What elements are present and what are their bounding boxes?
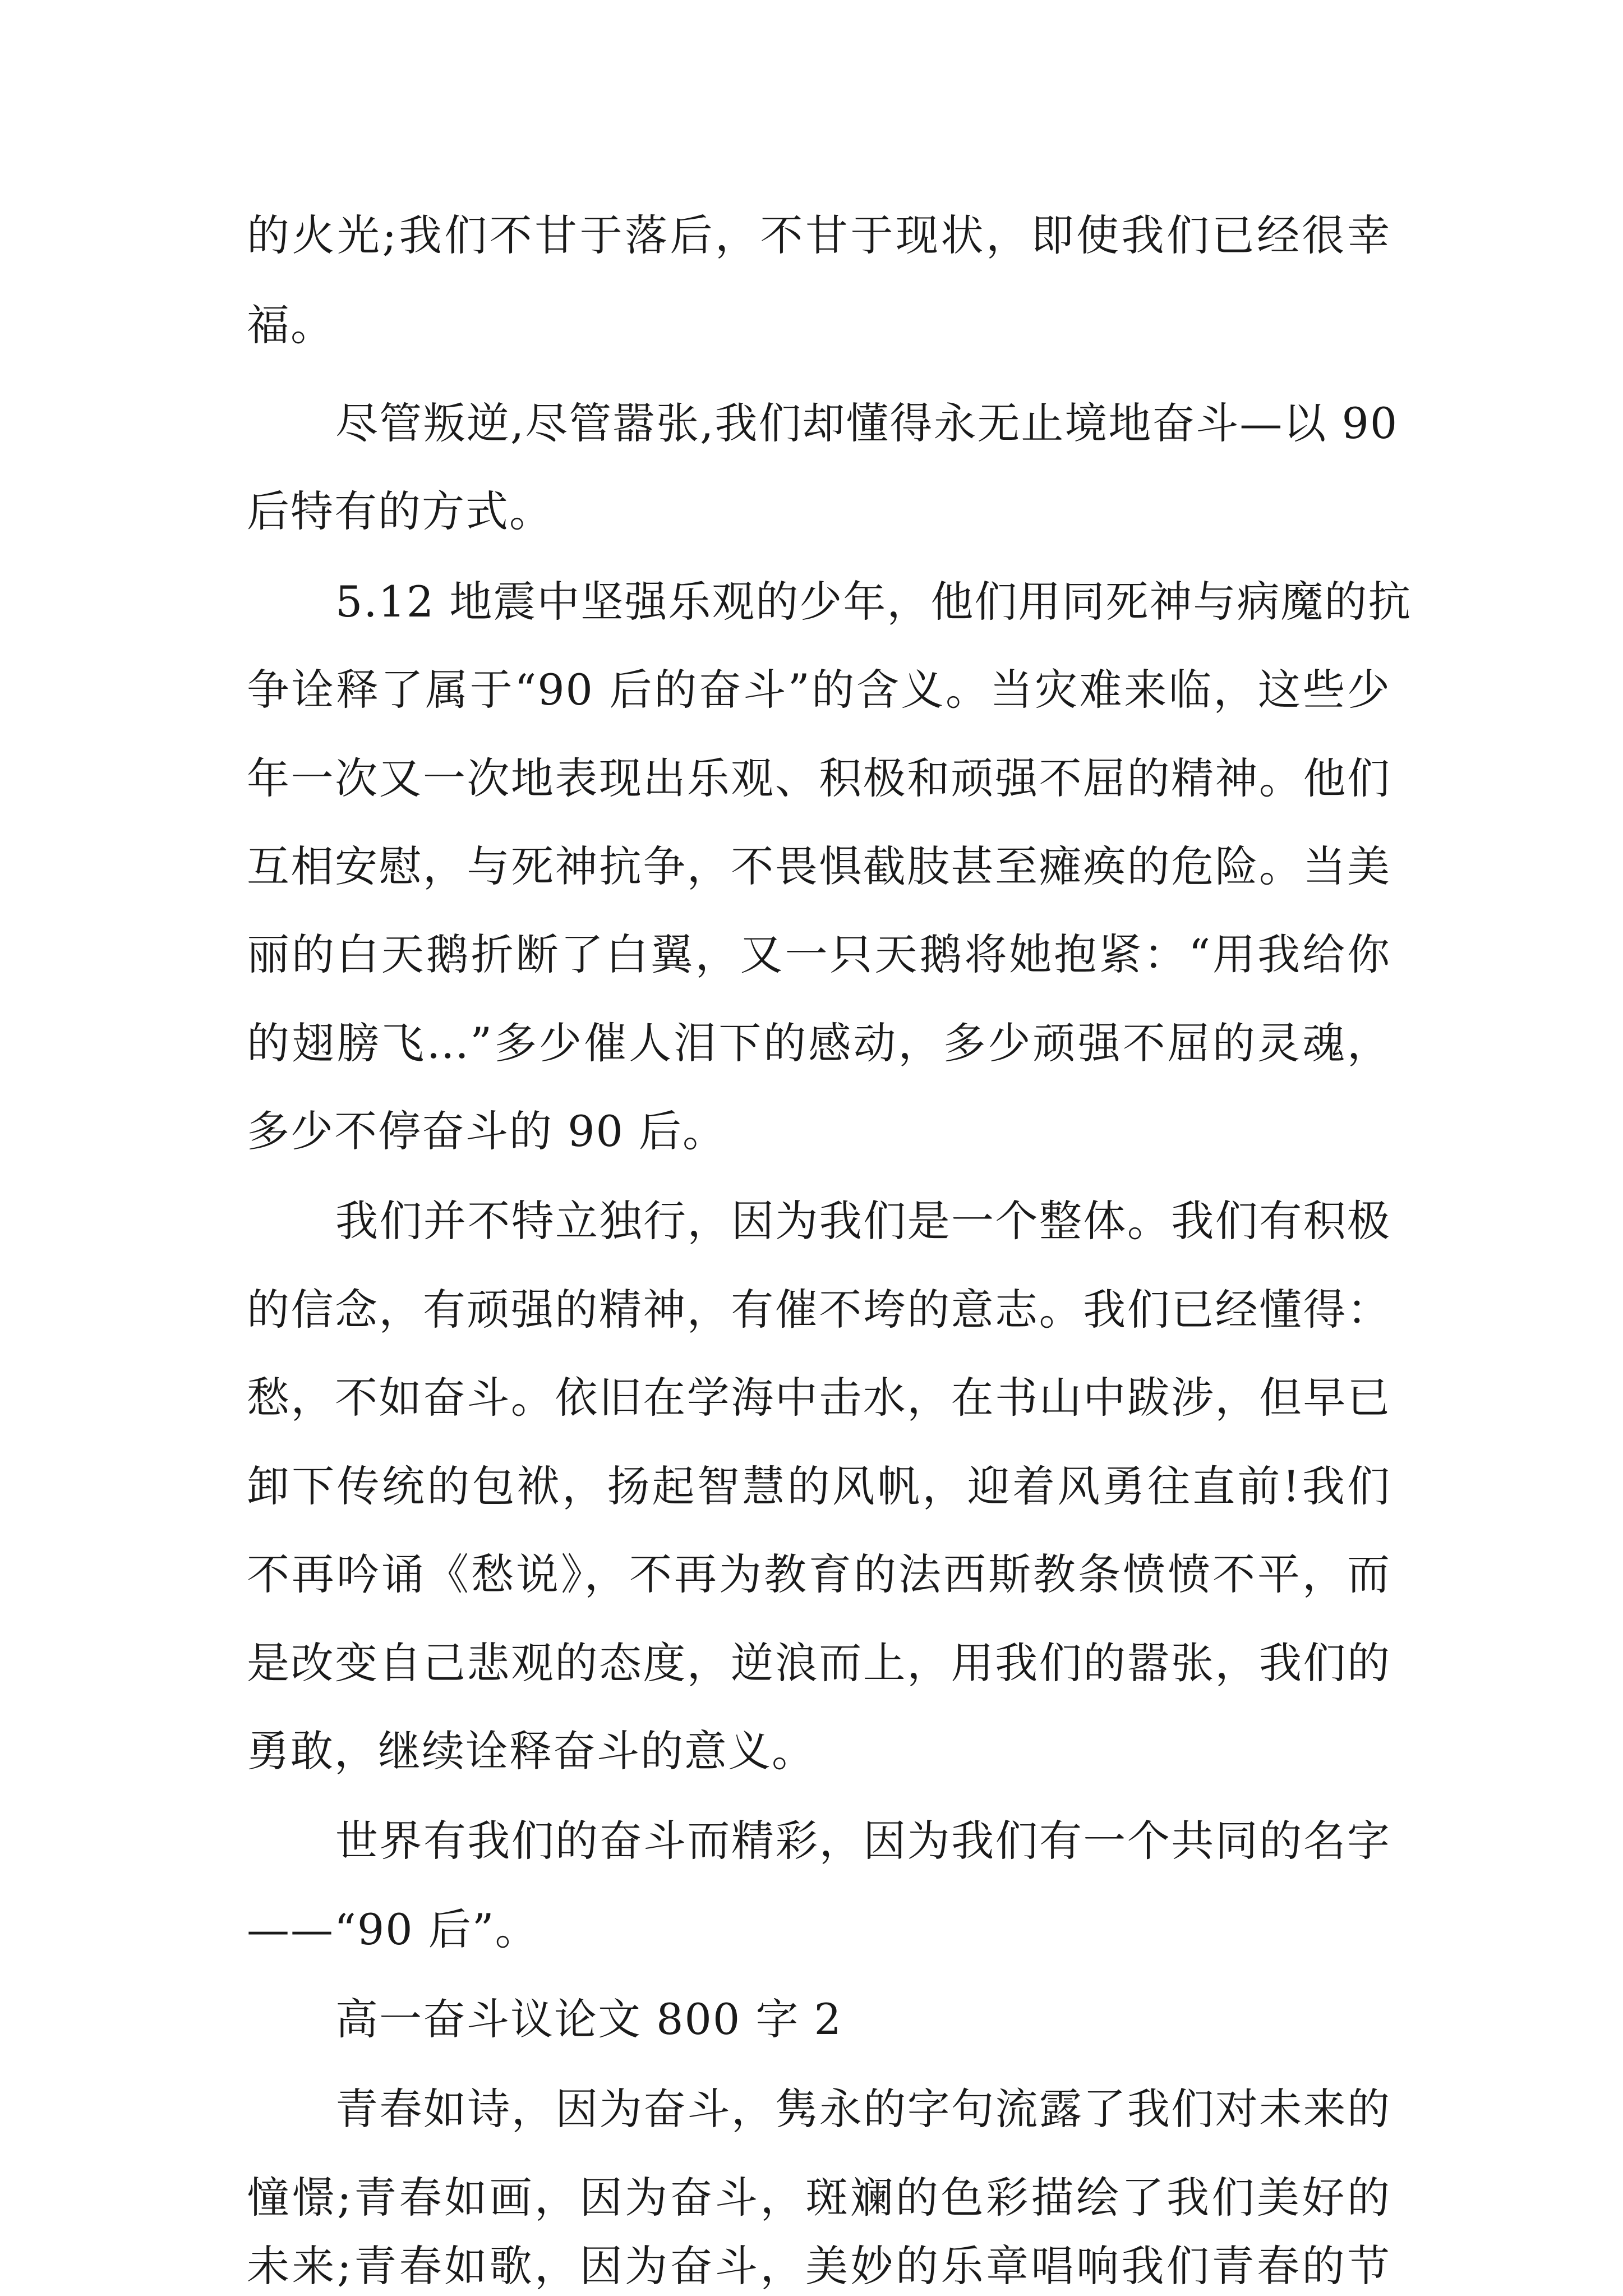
text-line: 争诠释了属于“90 后的奋斗”的含义。当灾难来临，这些少 bbox=[247, 665, 1391, 715]
text-line: 勇敢，继续诠释奋斗的意义。 bbox=[247, 1726, 815, 1776]
text-line: 青春如诗，因为奋斗，隽永的字句流露了我们对未来的 bbox=[335, 2084, 1391, 2134]
section-heading: 高一奋斗议论文 800 字 2 bbox=[335, 1994, 842, 2044]
text-line: 丽的白天鹅折断了白翼，又一只天鹅将她抱紧：“用我给你 bbox=[247, 930, 1391, 979]
text-line: 憧憬;青春如画，因为奋斗，斑斓的色彩描绘了我们美好的 bbox=[247, 2173, 1391, 2223]
text-line: 多少不停奋斗的 90 后。 bbox=[247, 1106, 727, 1156]
text-line: 未来;青春如歌，因为奋斗，美妙的乐章唱响我们青春的节 bbox=[247, 2241, 1391, 2291]
text-line: 的信念，有顽强的精神，有催不垮的意志。我们已经懂得： bbox=[247, 1285, 1391, 1335]
text-line: 是改变自己悲观的态度，逆浪而上，用我们的嚣张，我们的 bbox=[247, 1638, 1391, 1688]
text-line: 5.12 地震中坚强乐观的少年，他们用同死神与病魔的抗 bbox=[335, 577, 1412, 627]
text-line: 的翅膀飞…”多少催人泪下的感动，多少顽强不屈的灵魂， bbox=[247, 1018, 1391, 1068]
text-line: ——“90 后”。 bbox=[247, 1904, 539, 1954]
text-line: 互相安慰，与死神抗争，不畏惧截肢甚至瘫痪的危险。当美 bbox=[247, 841, 1391, 891]
text-line: 我们并不特立独行，因为我们是一个整体。我们有积极 bbox=[335, 1196, 1391, 1246]
text-line: 年一次又一次地表现出乐观、积极和顽强不屈的精神。他们 bbox=[247, 753, 1391, 803]
text-line: 后特有的方式。 bbox=[247, 486, 553, 536]
text-line: 卸下传统的包袱，扬起智慧的风帆，迎着风勇往直前!我们 bbox=[247, 1461, 1391, 1511]
text-line: 愁，不如奋斗。依旧在学海中击水，在书山中跋涉，但早已 bbox=[247, 1373, 1391, 1423]
text-line: 尽管叛逆,尽管嚣张,我们却懂得永无止境地奋斗—以 90 bbox=[335, 398, 1399, 448]
text-line: 不再吟诵《愁说》，不再为教育的法西斯教条愤愤不平，而 bbox=[247, 1549, 1391, 1599]
text-line: 的火光;我们不甘于落后，不甘于现状，即使我们已经很幸 bbox=[247, 210, 1391, 260]
text-line: 福。 bbox=[247, 300, 334, 350]
text-line: 世界有我们的奋斗而精彩，因为我们有一个共同的名字 bbox=[335, 1816, 1391, 1866]
